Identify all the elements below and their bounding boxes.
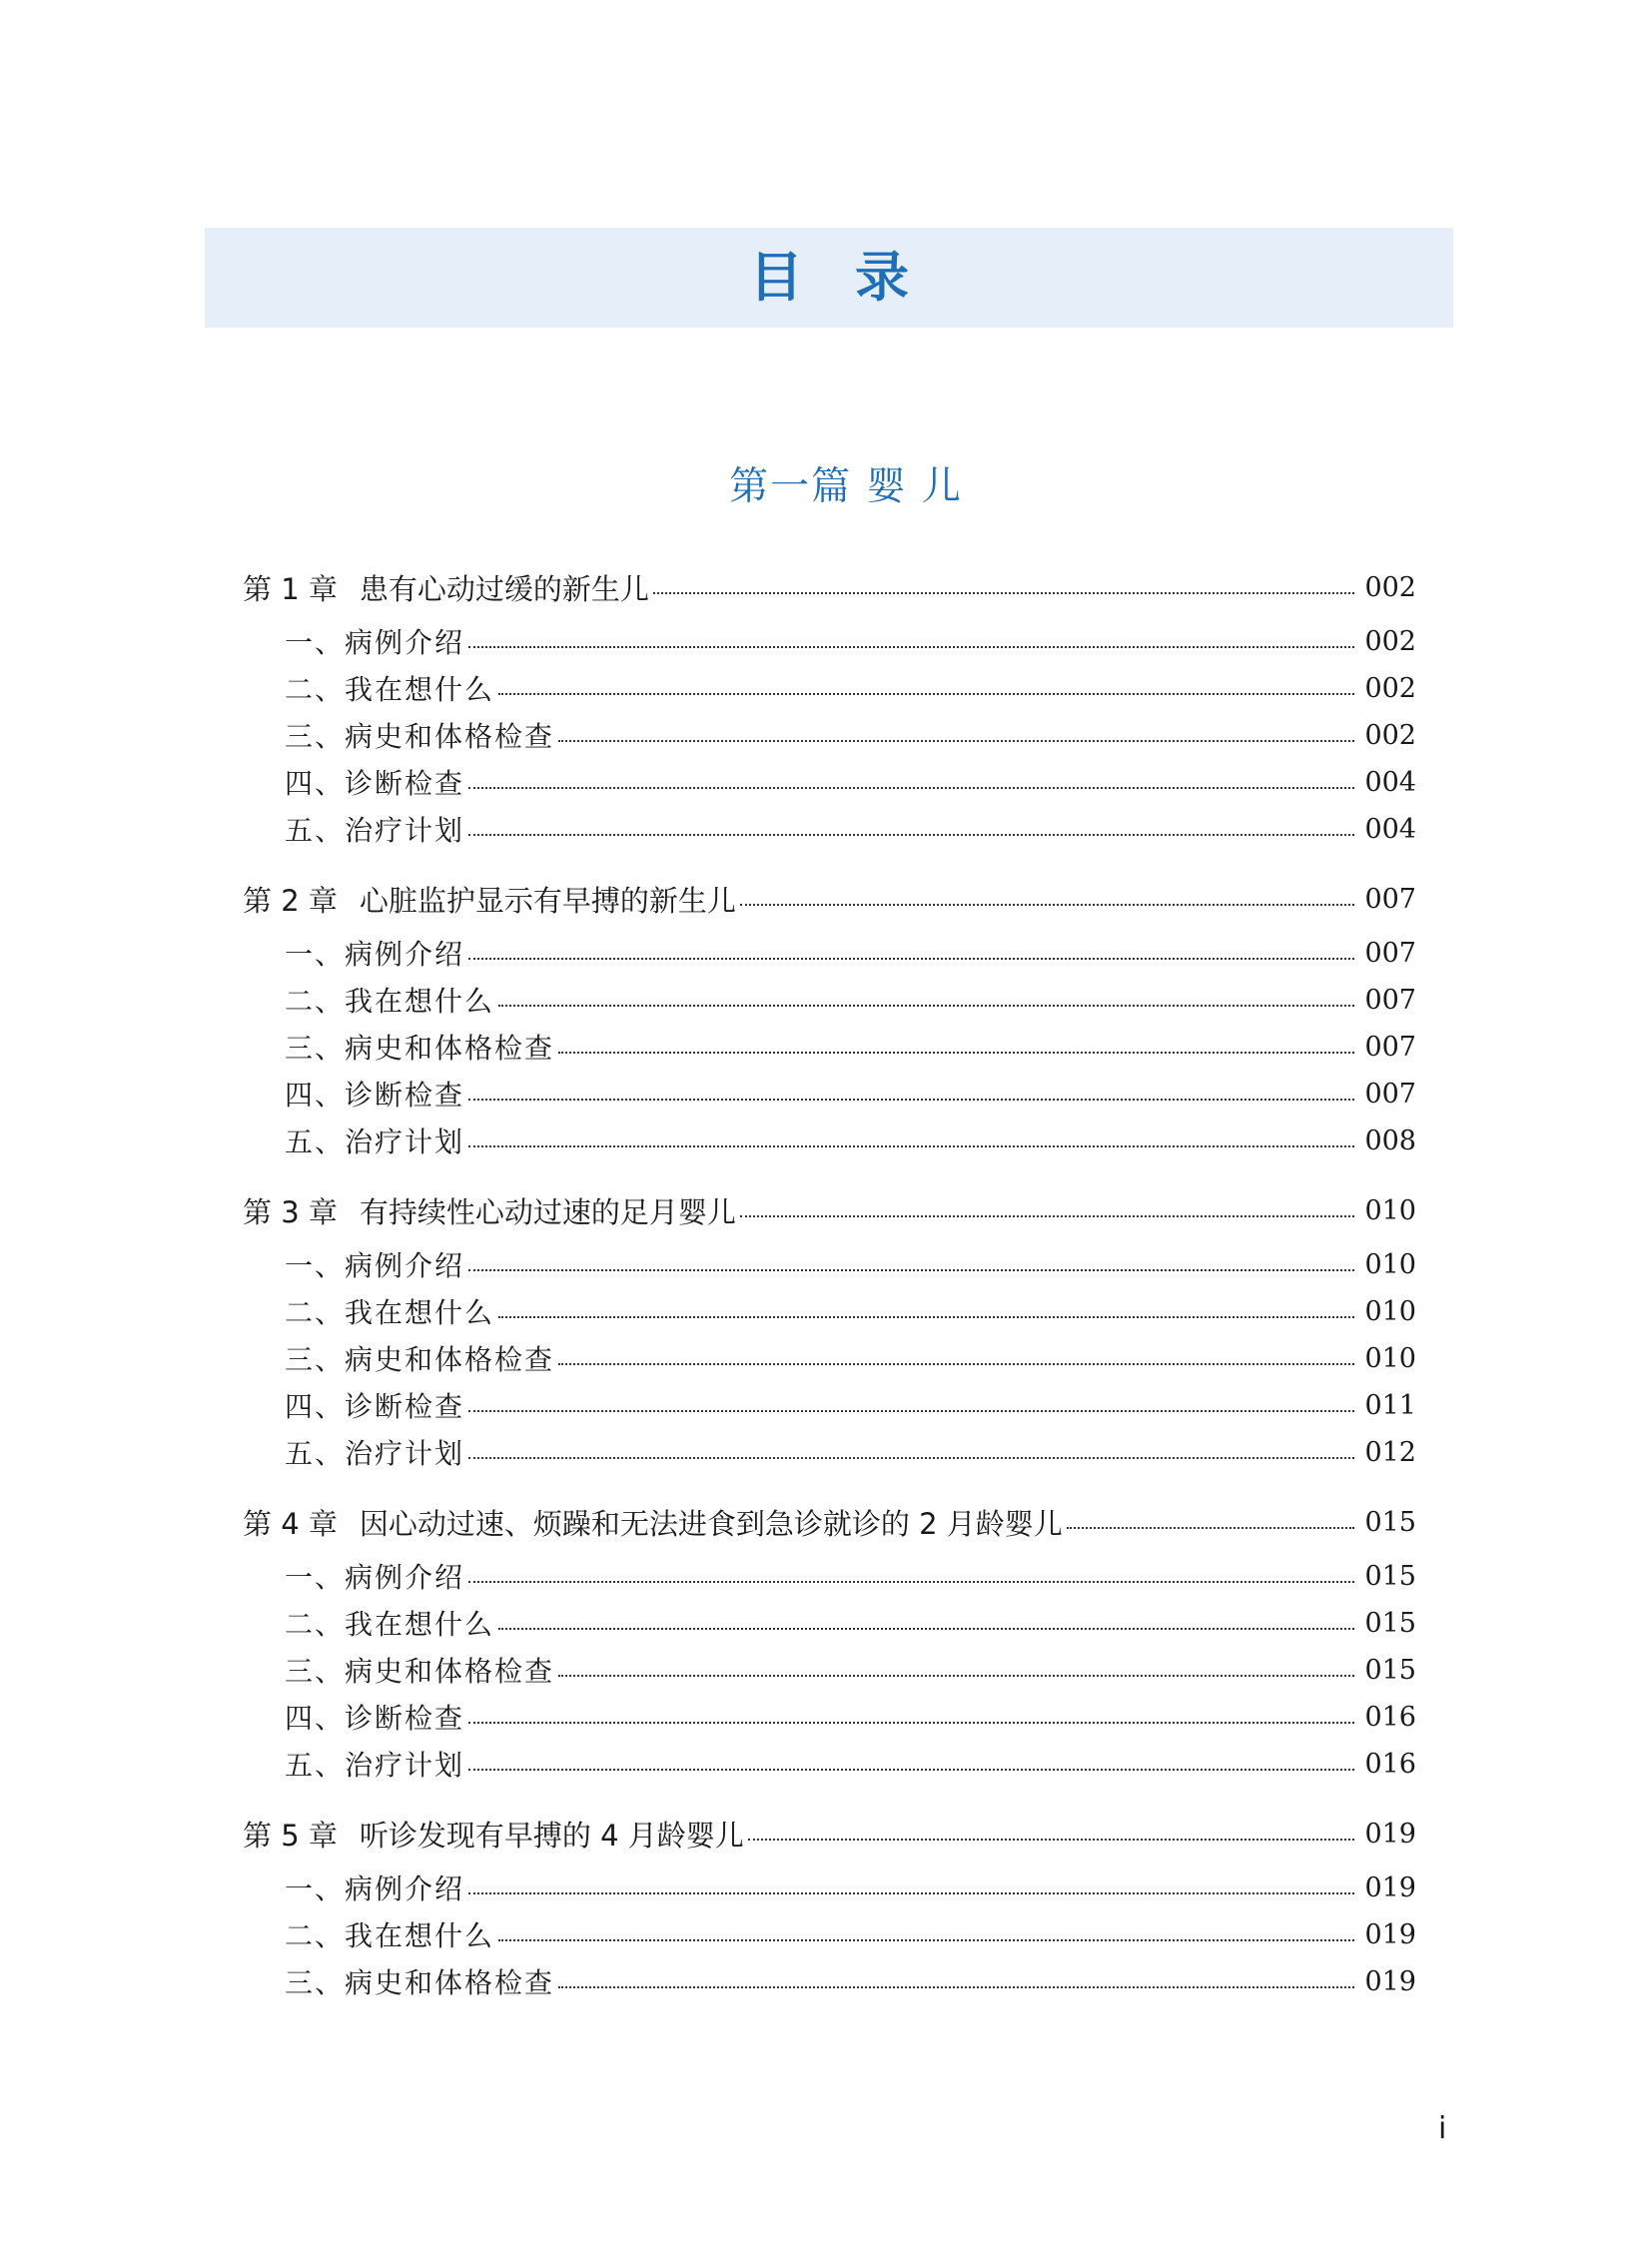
toc-title: 目录	[749, 246, 961, 309]
section-page: 019	[1364, 1918, 1416, 1950]
chapter-page: 010	[1364, 1194, 1416, 1226]
section-label: 四、诊断检查	[285, 1390, 465, 1423]
chapter-entry[interactable]	[243, 1502, 1416, 1542]
section-entry[interactable]	[285, 1914, 1416, 1954]
section-label: 三、病史和体格检查	[285, 1343, 555, 1376]
chapter-page: 015	[1364, 1506, 1416, 1538]
section-label: 一、病例介绍	[285, 1561, 465, 1594]
section-page: 010	[1364, 1342, 1416, 1374]
dot-leader	[468, 1145, 1354, 1147]
dot-leader	[468, 1892, 1354, 1894]
section-page: 007	[1364, 1078, 1416, 1110]
dot-leader	[740, 1215, 1355, 1217]
section-label: 三、病史和体格检查	[285, 1032, 555, 1065]
dot-leader	[498, 693, 1354, 695]
section-entry[interactable]	[285, 1074, 1416, 1114]
section-entry[interactable]	[285, 1868, 1416, 1907]
section-label: 四、诊断检查	[285, 767, 465, 800]
dot-leader	[468, 1457, 1354, 1459]
dot-leader	[558, 1675, 1354, 1677]
chapter-title: 有持续性心动过速的足月婴儿	[359, 1194, 736, 1229]
section-entry[interactable]	[285, 1650, 1416, 1690]
dot-leader	[468, 834, 1354, 836]
dot-leader	[653, 592, 1355, 594]
section-entry[interactable]	[285, 1244, 1416, 1284]
section-page: 010	[1364, 1248, 1416, 1280]
section-page: 008	[1364, 1124, 1416, 1156]
dot-leader	[498, 1939, 1354, 1941]
chapter-entry[interactable]	[243, 1190, 1416, 1230]
section-entry[interactable]	[285, 809, 1416, 849]
section-label: 五、治疗计划	[285, 1437, 465, 1470]
section-label: 一、病例介绍	[285, 626, 465, 659]
dot-leader	[558, 1363, 1354, 1365]
section-label: 二、我在想什么	[285, 985, 495, 1018]
section-page: 019	[1364, 1871, 1416, 1903]
dot-leader	[498, 1005, 1354, 1007]
dot-leader	[468, 1769, 1354, 1771]
section-entry[interactable]	[285, 1961, 1416, 2001]
section-entry[interactable]	[285, 1120, 1416, 1160]
dot-leader	[468, 1581, 1354, 1583]
page-number: i	[1438, 2111, 1447, 2146]
section-label: 二、我在想什么	[285, 1919, 495, 1952]
section-entry[interactable]	[285, 1027, 1416, 1067]
chapter-entry[interactable]	[243, 1814, 1416, 1854]
section-page: 012	[1364, 1436, 1416, 1468]
chapter-page: 019	[1364, 1818, 1416, 1850]
section-entry[interactable]	[285, 668, 1416, 708]
section-entry[interactable]	[285, 762, 1416, 802]
section-page: 002	[1364, 672, 1416, 704]
chapter-page: 002	[1364, 571, 1416, 603]
section-entry[interactable]	[285, 1338, 1416, 1378]
section-page: 007	[1364, 1031, 1416, 1063]
section-page: 004	[1364, 766, 1416, 798]
section-page: 016	[1364, 1748, 1416, 1780]
section-page: 016	[1364, 1701, 1416, 1733]
chapter-number: 第 1 章	[243, 571, 338, 606]
chapter-number: 第 4 章	[243, 1506, 338, 1541]
section-page: 007	[1364, 937, 1416, 969]
dot-leader	[468, 1722, 1354, 1724]
dot-leader	[468, 1269, 1354, 1271]
dot-leader	[1067, 1527, 1355, 1529]
section-label: 一、病例介绍	[285, 938, 465, 971]
section-label: 三、病史和体格检查	[285, 1966, 555, 1999]
section-label: 一、病例介绍	[285, 1249, 465, 1282]
section-entry[interactable]	[285, 1385, 1416, 1425]
dot-leader	[468, 1099, 1354, 1101]
section-label: 四、诊断检查	[285, 1079, 465, 1112]
section-label: 二、我在想什么	[285, 1608, 495, 1641]
chapter-title: 患有心动过缓的新生儿	[359, 571, 649, 606]
section-label: 五、治疗计划	[285, 1125, 465, 1158]
chapter-number: 第 2 章	[243, 883, 338, 918]
dot-leader	[558, 740, 1354, 742]
toc-title-band	[205, 228, 1453, 328]
section-entry[interactable]	[285, 1432, 1416, 1472]
section-label: 五、治疗计划	[285, 814, 465, 847]
section-page: 007	[1364, 984, 1416, 1016]
chapter-entry[interactable]	[243, 879, 1416, 919]
chapter-entry[interactable]	[243, 567, 1416, 607]
section-entry[interactable]	[285, 933, 1416, 973]
dot-leader	[468, 787, 1354, 789]
section-label: 三、病史和体格检查	[285, 720, 555, 753]
dot-leader	[468, 646, 1354, 648]
section-entry[interactable]	[285, 715, 1416, 755]
section-entry[interactable]	[285, 1697, 1416, 1737]
chapter-title: 因心动过速、烦躁和无法进食到急诊就诊的 2 月龄婴儿	[359, 1506, 1063, 1541]
section-page: 015	[1364, 1607, 1416, 1639]
section-entry[interactable]	[285, 980, 1416, 1020]
section-entry[interactable]	[285, 1291, 1416, 1331]
section-entry[interactable]	[285, 1744, 1416, 1784]
part-title: 第一篇 婴 儿	[729, 464, 963, 509]
section-label: 二、我在想什么	[285, 1296, 495, 1329]
section-page: 010	[1364, 1295, 1416, 1327]
chapter-title: 心脏监护显示有早搏的新生儿	[359, 883, 736, 918]
section-label: 四、诊断检查	[285, 1702, 465, 1735]
section-page: 015	[1364, 1560, 1416, 1592]
chapter-number: 第 5 章	[243, 1818, 338, 1853]
dot-leader	[498, 1628, 1354, 1630]
chapter-title: 听诊发现有早搏的 4 月龄婴儿	[359, 1818, 744, 1853]
section-page: 002	[1364, 625, 1416, 657]
dot-leader	[740, 904, 1355, 906]
section-label: 三、病史和体格检查	[285, 1655, 555, 1688]
section-label: 一、病例介绍	[285, 1872, 465, 1905]
section-label: 五、治疗计划	[285, 1749, 465, 1782]
dot-leader	[498, 1316, 1354, 1318]
dot-leader	[558, 1052, 1354, 1054]
section-page: 002	[1364, 719, 1416, 751]
dot-leader	[558, 1986, 1354, 1988]
section-label: 二、我在想什么	[285, 673, 495, 706]
chapter-number: 第 3 章	[243, 1194, 338, 1229]
dot-leader	[468, 1410, 1354, 1412]
section-page: 015	[1364, 1654, 1416, 1686]
section-entry[interactable]	[285, 1556, 1416, 1596]
section-page: 011	[1364, 1389, 1416, 1421]
dot-leader	[748, 1839, 1355, 1841]
dot-leader	[468, 958, 1354, 960]
section-page: 004	[1364, 813, 1416, 845]
section-page: 019	[1364, 1965, 1416, 1997]
section-entry[interactable]	[285, 621, 1416, 661]
section-entry[interactable]	[285, 1603, 1416, 1643]
chapter-page: 007	[1364, 883, 1416, 915]
